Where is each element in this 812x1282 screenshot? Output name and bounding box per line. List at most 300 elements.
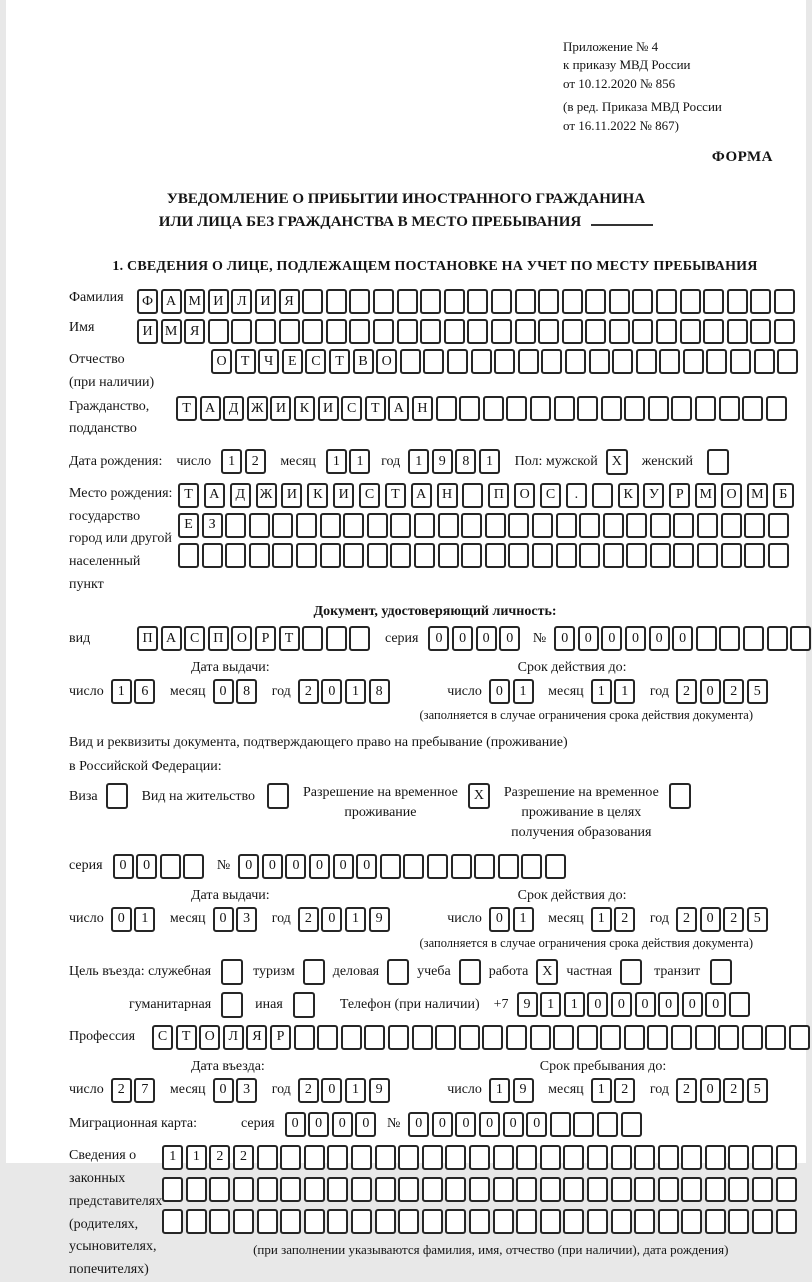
form-cell[interactable]	[257, 1209, 278, 1234]
form-cell[interactable]	[521, 854, 542, 879]
form-cell[interactable]: 0	[262, 854, 283, 879]
form-cell[interactable]	[400, 349, 421, 374]
form-cell[interactable]: С	[305, 349, 326, 374]
form-cell[interactable]: 0	[587, 992, 608, 1017]
temp-residence-edu-checkbox[interactable]	[669, 783, 691, 809]
form-cell[interactable]: К	[618, 483, 639, 508]
form-cell[interactable]	[160, 854, 181, 879]
form-cell[interactable]	[752, 1209, 773, 1234]
form-cell[interactable]: С	[152, 1025, 173, 1050]
form-cell[interactable]	[632, 289, 653, 314]
form-cell[interactable]	[435, 1025, 456, 1050]
form-cell[interactable]	[304, 1209, 325, 1234]
form-cell[interactable]	[349, 289, 370, 314]
form-cell[interactable]: 1	[349, 449, 370, 474]
form-cell[interactable]: А	[204, 483, 225, 508]
form-cell[interactable]	[461, 543, 482, 568]
form-cell[interactable]: 0	[611, 992, 632, 1017]
form-cell[interactable]	[302, 319, 323, 344]
form-cell[interactable]	[515, 319, 536, 344]
form-cell[interactable]: 1	[134, 907, 155, 932]
form-cell[interactable]	[414, 543, 435, 568]
form-cell[interactable]	[626, 543, 647, 568]
form-cell[interactable]	[718, 1025, 739, 1050]
form-cell[interactable]	[658, 1177, 679, 1202]
form-cell[interactable]: И	[333, 483, 354, 508]
form-cell[interactable]	[703, 319, 724, 344]
form-cell[interactable]	[491, 319, 512, 344]
form-cell[interactable]	[403, 854, 424, 879]
purpose-work-checkbox[interactable]: X	[536, 959, 558, 985]
form-cell[interactable]	[681, 1177, 702, 1202]
form-cell[interactable]: 0	[321, 907, 342, 932]
form-cell[interactable]: 2	[676, 679, 697, 704]
form-cell[interactable]	[302, 289, 323, 314]
form-cell[interactable]	[225, 513, 246, 538]
form-cell[interactable]: О	[514, 483, 535, 508]
form-cell[interactable]: Я	[184, 319, 205, 344]
form-cell[interactable]: 1	[591, 907, 612, 932]
form-cell[interactable]	[680, 289, 701, 314]
form-cell[interactable]: Я	[246, 1025, 267, 1050]
form-cell[interactable]: 9	[513, 1078, 534, 1103]
form-cell[interactable]	[658, 1209, 679, 1234]
form-cell[interactable]	[532, 513, 553, 538]
form-cell[interactable]: 1	[326, 449, 347, 474]
form-cell[interactable]: 9	[369, 1078, 390, 1103]
form-cell[interactable]	[367, 513, 388, 538]
form-cell[interactable]	[469, 1177, 490, 1202]
form-cell[interactable]	[774, 289, 795, 314]
form-cell[interactable]: 0	[213, 907, 234, 932]
form-cell[interactable]	[208, 319, 229, 344]
form-cell[interactable]	[420, 289, 441, 314]
form-cell[interactable]	[728, 1209, 749, 1234]
form-cell[interactable]: 3	[236, 907, 257, 932]
form-cell[interactable]: 0	[238, 854, 259, 879]
form-cell[interactable]	[728, 1145, 749, 1170]
form-cell[interactable]: 0	[308, 1112, 329, 1137]
form-cell[interactable]: У	[643, 483, 664, 508]
form-cell[interactable]: 0	[332, 1112, 353, 1137]
form-cell[interactable]	[719, 626, 740, 651]
form-cell[interactable]: 1	[540, 992, 561, 1017]
form-cell[interactable]	[178, 543, 199, 568]
form-cell[interactable]	[721, 543, 742, 568]
form-cell[interactable]: П	[208, 626, 229, 651]
visa-checkbox[interactable]	[106, 783, 128, 809]
form-cell[interactable]	[790, 626, 811, 651]
form-cell[interactable]	[162, 1177, 183, 1202]
form-cell[interactable]	[272, 513, 293, 538]
form-cell[interactable]: 0	[213, 679, 234, 704]
form-cell[interactable]	[530, 1025, 551, 1050]
form-cell[interactable]: 0	[682, 992, 703, 1017]
form-cell[interactable]	[624, 396, 645, 421]
form-cell[interactable]: 1	[345, 679, 366, 704]
form-cell[interactable]: Т	[176, 1025, 197, 1050]
form-cell[interactable]: И	[208, 289, 229, 314]
form-cell[interactable]: 1	[614, 679, 635, 704]
form-cell[interactable]: Ж	[247, 396, 268, 421]
form-cell[interactable]	[545, 854, 566, 879]
form-cell[interactable]	[589, 349, 610, 374]
form-cell[interactable]	[774, 319, 795, 344]
form-cell[interactable]	[634, 1145, 655, 1170]
form-cell[interactable]	[600, 1025, 621, 1050]
form-cell[interactable]: 0	[321, 679, 342, 704]
form-cell[interactable]: Е	[282, 349, 303, 374]
form-cell[interactable]	[343, 513, 364, 538]
form-cell[interactable]	[705, 1209, 726, 1234]
form-cell[interactable]	[744, 543, 765, 568]
form-cell[interactable]	[754, 349, 775, 374]
form-cell[interactable]: 0	[489, 679, 510, 704]
form-cell[interactable]	[506, 1025, 527, 1050]
form-cell[interactable]: Р	[270, 1025, 291, 1050]
form-cell[interactable]	[390, 543, 411, 568]
form-cell[interactable]: Т	[329, 349, 350, 374]
form-cell[interactable]	[626, 513, 647, 538]
form-cell[interactable]: 0	[503, 1112, 524, 1137]
form-cell[interactable]: С	[540, 483, 561, 508]
form-cell[interactable]	[767, 626, 788, 651]
form-cell[interactable]	[721, 513, 742, 538]
form-cell[interactable]	[696, 626, 717, 651]
form-cell[interactable]: Я	[279, 289, 300, 314]
form-cell[interactable]	[636, 349, 657, 374]
form-cell[interactable]	[341, 1025, 362, 1050]
form-cell[interactable]	[789, 1025, 810, 1050]
form-cell[interactable]: 2	[676, 1078, 697, 1103]
form-cell[interactable]	[202, 543, 223, 568]
form-cell[interactable]	[447, 349, 468, 374]
form-cell[interactable]	[508, 543, 529, 568]
form-cell[interactable]	[493, 1177, 514, 1202]
form-cell[interactable]	[388, 1025, 409, 1050]
form-cell[interactable]: М	[747, 483, 768, 508]
form-cell[interactable]	[414, 513, 435, 538]
form-cell[interactable]	[697, 543, 718, 568]
form-cell[interactable]: 1	[489, 1078, 510, 1103]
form-cell[interactable]: 0	[700, 907, 721, 932]
form-cell[interactable]	[351, 1177, 372, 1202]
form-cell[interactable]: 2	[676, 907, 697, 932]
form-cell[interactable]	[592, 483, 613, 508]
form-cell[interactable]	[612, 349, 633, 374]
form-cell[interactable]	[577, 1025, 598, 1050]
form-cell[interactable]	[650, 543, 671, 568]
form-cell[interactable]: 2	[614, 1078, 635, 1103]
form-cell[interactable]: 1	[591, 1078, 612, 1103]
form-cell[interactable]: 0	[526, 1112, 547, 1137]
form-cell[interactable]: Н	[437, 483, 458, 508]
form-cell[interactable]: О	[721, 483, 742, 508]
form-cell[interactable]: 0	[578, 626, 599, 651]
form-cell[interactable]: Л	[231, 289, 252, 314]
form-cell[interactable]	[730, 349, 751, 374]
form-cell[interactable]: И	[255, 289, 276, 314]
form-cell[interactable]	[744, 513, 765, 538]
form-cell[interactable]	[327, 1209, 348, 1234]
form-cell[interactable]	[257, 1177, 278, 1202]
residence-permit-checkbox[interactable]	[267, 783, 289, 809]
form-cell[interactable]: 0	[452, 626, 473, 651]
form-cell[interactable]	[727, 289, 748, 314]
form-cell[interactable]: 0	[700, 679, 721, 704]
purpose-private-checkbox[interactable]	[620, 959, 642, 985]
form-cell[interactable]	[351, 1145, 372, 1170]
form-cell[interactable]: 1	[345, 1078, 366, 1103]
form-cell[interactable]: 0	[476, 626, 497, 651]
form-cell[interactable]	[776, 1145, 797, 1170]
form-cell[interactable]: 1	[513, 907, 534, 932]
form-cell[interactable]	[765, 1025, 786, 1050]
form-cell[interactable]: 0	[649, 626, 670, 651]
form-cell[interactable]	[728, 1177, 749, 1202]
form-cell[interactable]: А	[161, 289, 182, 314]
form-cell[interactable]	[742, 396, 763, 421]
form-cell[interactable]: 2	[245, 449, 266, 474]
form-cell[interactable]: 0	[428, 626, 449, 651]
form-cell[interactable]: А	[161, 626, 182, 651]
form-cell[interactable]	[186, 1177, 207, 1202]
form-cell[interactable]	[587, 1177, 608, 1202]
form-cell[interactable]: А	[200, 396, 221, 421]
form-cell[interactable]: К	[294, 396, 315, 421]
form-cell[interactable]	[398, 1145, 419, 1170]
form-cell[interactable]	[650, 513, 671, 538]
form-cell[interactable]	[611, 1145, 632, 1170]
form-cell[interactable]	[320, 513, 341, 538]
form-cell[interactable]	[719, 396, 740, 421]
form-cell[interactable]	[603, 513, 624, 538]
form-cell[interactable]	[532, 543, 553, 568]
form-cell[interactable]	[540, 1145, 561, 1170]
form-cell[interactable]	[556, 543, 577, 568]
form-cell[interactable]	[304, 1177, 325, 1202]
form-cell[interactable]	[209, 1177, 230, 1202]
form-cell[interactable]	[445, 1209, 466, 1234]
form-cell[interactable]	[423, 349, 444, 374]
form-cell[interactable]: А	[388, 396, 409, 421]
form-cell[interactable]	[611, 1209, 632, 1234]
form-cell[interactable]: А	[411, 483, 432, 508]
form-cell[interactable]: 2	[723, 907, 744, 932]
form-cell[interactable]: 1	[221, 449, 242, 474]
form-cell[interactable]: Л	[223, 1025, 244, 1050]
form-cell[interactable]	[317, 1025, 338, 1050]
purpose-business-checkbox[interactable]	[387, 959, 409, 985]
form-cell[interactable]: 0	[601, 626, 622, 651]
form-cell[interactable]: О	[376, 349, 397, 374]
form-cell[interactable]: И	[137, 319, 158, 344]
form-cell[interactable]	[550, 1112, 571, 1137]
form-cell[interactable]	[302, 626, 323, 651]
form-cell[interactable]	[587, 1145, 608, 1170]
form-cell[interactable]	[326, 626, 347, 651]
form-cell[interactable]	[601, 396, 622, 421]
form-cell[interactable]: 5	[747, 1078, 768, 1103]
form-cell[interactable]: Р	[669, 483, 690, 508]
form-cell[interactable]	[565, 349, 586, 374]
form-cell[interactable]	[436, 396, 457, 421]
form-cell[interactable]: 0	[356, 854, 377, 879]
form-cell[interactable]	[609, 319, 630, 344]
form-cell[interactable]	[573, 1112, 594, 1137]
form-cell[interactable]: 7	[134, 1078, 155, 1103]
form-cell[interactable]	[632, 319, 653, 344]
form-cell[interactable]	[540, 1209, 561, 1234]
form-cell[interactable]: С	[341, 396, 362, 421]
form-cell[interactable]: 0	[499, 626, 520, 651]
form-cell[interactable]	[461, 513, 482, 538]
form-cell[interactable]	[467, 289, 488, 314]
form-cell[interactable]	[462, 483, 483, 508]
form-cell[interactable]: 2	[614, 907, 635, 932]
form-cell[interactable]	[445, 1177, 466, 1202]
form-cell[interactable]: Д	[223, 396, 244, 421]
form-cell[interactable]	[249, 543, 270, 568]
form-cell[interactable]	[656, 319, 677, 344]
form-cell[interactable]	[538, 319, 559, 344]
form-cell[interactable]: 1	[479, 449, 500, 474]
form-cell[interactable]: 0	[355, 1112, 376, 1137]
form-cell[interactable]	[587, 1209, 608, 1234]
form-cell[interactable]: 1	[564, 992, 585, 1017]
form-cell[interactable]: 0	[321, 1078, 342, 1103]
form-cell[interactable]	[515, 289, 536, 314]
form-cell[interactable]	[562, 289, 583, 314]
form-cell[interactable]	[776, 1177, 797, 1202]
form-cell[interactable]	[506, 396, 527, 421]
form-cell[interactable]	[459, 1025, 480, 1050]
form-cell[interactable]: Д	[230, 483, 251, 508]
form-cell[interactable]: 0	[213, 1078, 234, 1103]
form-cell[interactable]	[703, 289, 724, 314]
form-cell[interactable]: 1	[186, 1145, 207, 1170]
form-cell[interactable]	[327, 1145, 348, 1170]
form-cell[interactable]	[485, 543, 506, 568]
form-cell[interactable]	[296, 543, 317, 568]
form-cell[interactable]	[766, 396, 787, 421]
form-cell[interactable]	[729, 992, 750, 1017]
form-cell[interactable]: О	[231, 626, 252, 651]
form-cell[interactable]	[603, 543, 624, 568]
form-cell[interactable]	[750, 289, 771, 314]
form-cell[interactable]	[634, 1177, 655, 1202]
form-cell[interactable]: 0	[285, 1112, 306, 1137]
form-cell[interactable]: С	[184, 626, 205, 651]
form-cell[interactable]: К	[307, 483, 328, 508]
form-cell[interactable]	[279, 319, 300, 344]
form-cell[interactable]: В	[353, 349, 374, 374]
form-cell[interactable]: О	[211, 349, 232, 374]
form-cell[interactable]	[530, 396, 551, 421]
form-cell[interactable]: 2	[111, 1078, 132, 1103]
form-cell[interactable]	[459, 396, 480, 421]
form-cell[interactable]	[280, 1145, 301, 1170]
form-cell[interactable]	[390, 513, 411, 538]
form-cell[interactable]: 5	[747, 679, 768, 704]
form-cell[interactable]	[474, 854, 495, 879]
form-cell[interactable]: 2	[209, 1145, 230, 1170]
form-cell[interactable]	[563, 1145, 584, 1170]
purpose-transit-checkbox[interactable]	[710, 959, 732, 985]
form-cell[interactable]	[597, 1112, 618, 1137]
form-cell[interactable]: 0	[635, 992, 656, 1017]
form-cell[interactable]	[326, 289, 347, 314]
purpose-study-checkbox[interactable]	[459, 959, 481, 985]
purpose-humanitarian-checkbox[interactable]	[221, 992, 243, 1018]
form-cell[interactable]	[585, 319, 606, 344]
form-cell[interactable]: 0	[333, 854, 354, 879]
form-cell[interactable]	[705, 1145, 726, 1170]
form-cell[interactable]: Т	[176, 396, 197, 421]
form-cell[interactable]: 0	[700, 1078, 721, 1103]
form-cell[interactable]	[648, 396, 669, 421]
purpose-tourism-checkbox[interactable]	[303, 959, 325, 985]
form-cell[interactable]	[373, 289, 394, 314]
form-cell[interactable]	[634, 1209, 655, 1234]
form-cell[interactable]	[659, 349, 680, 374]
form-cell[interactable]	[498, 854, 519, 879]
form-cell[interactable]	[695, 1025, 716, 1050]
form-cell[interactable]	[553, 1025, 574, 1050]
form-cell[interactable]: 9	[369, 907, 390, 932]
form-cell[interactable]	[624, 1025, 645, 1050]
form-cell[interactable]	[508, 513, 529, 538]
form-cell[interactable]: Ч	[258, 349, 279, 374]
form-cell[interactable]: 1	[408, 449, 429, 474]
form-cell[interactable]: П	[137, 626, 158, 651]
form-cell[interactable]	[304, 1145, 325, 1170]
form-cell[interactable]	[556, 513, 577, 538]
form-cell[interactable]	[471, 349, 492, 374]
form-cell[interactable]: 0	[672, 626, 693, 651]
form-cell[interactable]	[705, 1177, 726, 1202]
form-cell[interactable]: 0	[111, 907, 132, 932]
form-cell[interactable]: 6	[134, 679, 155, 704]
form-cell[interactable]	[656, 289, 677, 314]
form-cell[interactable]	[367, 543, 388, 568]
form-cell[interactable]	[255, 319, 276, 344]
form-cell[interactable]	[673, 543, 694, 568]
form-cell[interactable]	[326, 319, 347, 344]
form-cell[interactable]: П	[488, 483, 509, 508]
form-cell[interactable]	[438, 543, 459, 568]
form-cell[interactable]: 8	[455, 449, 476, 474]
form-cell[interactable]	[516, 1209, 537, 1234]
form-cell[interactable]	[272, 543, 293, 568]
form-cell[interactable]	[673, 513, 694, 538]
form-cell[interactable]: З	[202, 513, 223, 538]
form-cell[interactable]: 2	[723, 1078, 744, 1103]
form-cell[interactable]: 0	[455, 1112, 476, 1137]
form-cell[interactable]	[420, 319, 441, 344]
form-cell[interactable]	[752, 1177, 773, 1202]
form-cell[interactable]: 2	[233, 1145, 254, 1170]
form-cell[interactable]: 5	[747, 907, 768, 932]
form-cell[interactable]	[658, 1145, 679, 1170]
form-cell[interactable]: .	[566, 483, 587, 508]
form-cell[interactable]: 1	[513, 679, 534, 704]
form-cell[interactable]: 0	[285, 854, 306, 879]
form-cell[interactable]	[445, 1145, 466, 1170]
purpose-official-checkbox[interactable]	[221, 959, 243, 985]
form-cell[interactable]	[563, 1209, 584, 1234]
form-cell[interactable]: 0	[705, 992, 726, 1017]
